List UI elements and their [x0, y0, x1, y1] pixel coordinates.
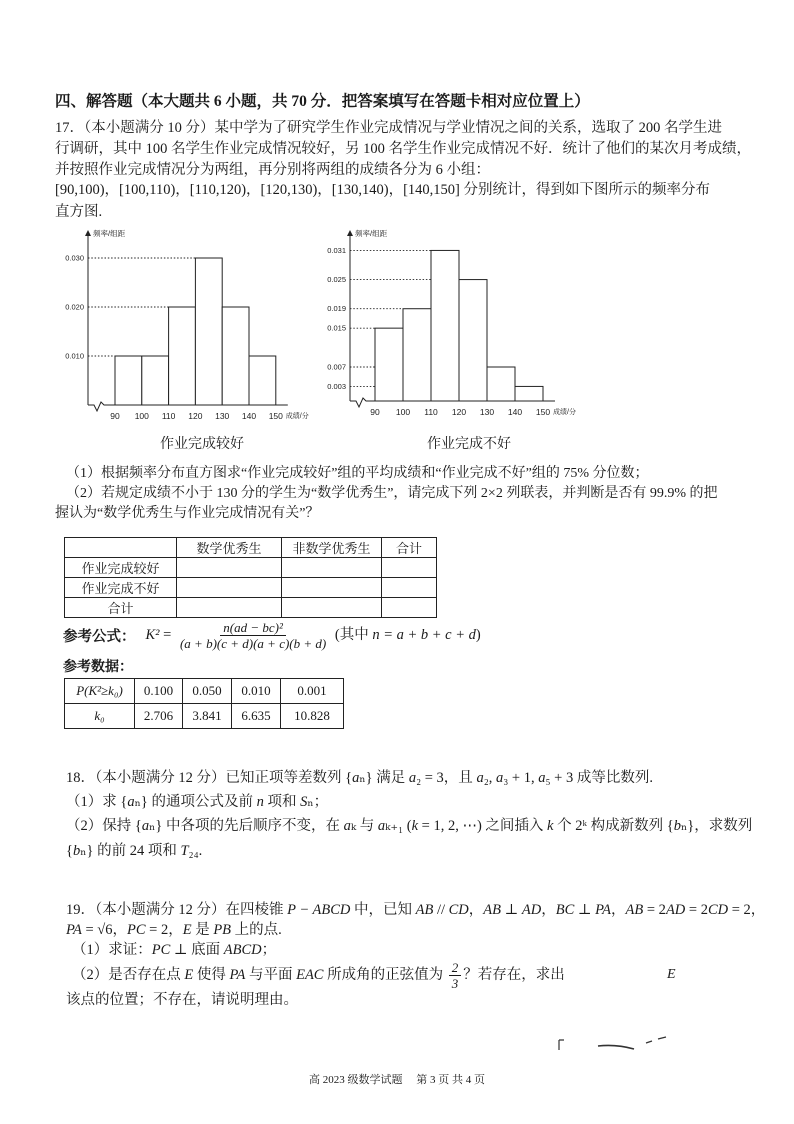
- table-header-cell: 非数学优秀生: [282, 538, 382, 558]
- table-row-label: P(K²≥k₀): [65, 679, 135, 704]
- table-cell: 6.635: [232, 704, 281, 729]
- text-run: = 2，: [145, 922, 183, 938]
- math-symbol: a: [408, 770, 417, 786]
- q17-intro-line: 直方图.: [55, 204, 103, 220]
- chart-caption-good: 作业完成较好: [160, 437, 244, 452]
- text-run: （2）保持 {: [66, 818, 142, 834]
- math-symbol: PC: [151, 942, 171, 958]
- q19-line: [66, 920, 282, 940]
- text-run: （2）是否存在点: [72, 967, 185, 983]
- table-cell-empty: [177, 558, 282, 578]
- math-symbol: E: [184, 967, 194, 983]
- x-tick-label: 130: [215, 411, 230, 421]
- text-run: 所成角的正弦值为: [323, 967, 447, 983]
- table-row-label: 作业完成较好: [65, 558, 177, 578]
- math-symbol: b: [72, 843, 81, 859]
- x-tick-label: 100: [395, 407, 411, 417]
- text-run: ⊥: [501, 902, 522, 918]
- text-run: ): [475, 626, 481, 643]
- q19-line: [72, 958, 565, 992]
- table-header-row: [65, 538, 437, 558]
- fraction: [177, 620, 329, 651]
- math-symbol: BC: [555, 902, 575, 918]
- histogram-bar: [431, 250, 459, 401]
- histogram-bar: [403, 309, 431, 401]
- math-symbol: AB: [483, 902, 502, 918]
- q17-intro-line: [90,100)，[100,110)，[110,120)，[120,130)，[130,140)，[140,150] 分别统计，得到如下图所示的频率分布: [55, 182, 710, 198]
- q19-line: [66, 900, 765, 920]
- histogram-bar: [169, 307, 196, 405]
- q17-intro-line: 并按照作业完成情况分为两组，再分别将两组的成绩各分为 6 小组：: [55, 162, 490, 178]
- table-cell-empty: [177, 578, 282, 598]
- table-cell-empty: [382, 558, 437, 578]
- text-run: ？若存在，求出: [463, 967, 565, 983]
- table-cell-empty: [282, 578, 382, 598]
- math-symbol: AD: [665, 902, 686, 918]
- histogram-bar: [515, 386, 543, 401]
- table-cell-empty: [282, 558, 382, 578]
- y-tick-label: 0.030: [65, 253, 84, 263]
- table-row: [65, 558, 437, 578]
- x-axis-label: 成绩/分: [285, 413, 309, 420]
- text-run: = 1, 2, ⋯) 之间插入: [418, 818, 548, 834]
- formula-expression: [146, 620, 481, 651]
- y-tick-label: 0.015: [327, 323, 346, 333]
- figure-stroke: [559, 1040, 564, 1050]
- q18-line: [66, 816, 752, 836]
- math-symbol: K²: [145, 626, 160, 643]
- text-run: ₙ；: [307, 794, 329, 810]
- text-run: ₙ}，求数列: [681, 818, 753, 834]
- q17-intro-line: 行调研，其中 100 名学生作业完成情况较好，另 100 名学生作业完成情况不好．统计了他们的某次月考成绩，: [55, 141, 751, 157]
- text-run: ₂₄.: [188, 843, 203, 859]
- table-row: [65, 704, 344, 729]
- y-tick-label: 0.020: [65, 302, 84, 312]
- histogram-bar: [375, 328, 403, 401]
- chart-caption-poor: 作业完成不好: [427, 437, 511, 452]
- table-header-cell: 数学优秀生: [177, 538, 282, 558]
- text-run: 项和: [263, 794, 301, 810]
- x-tick-label: 100: [134, 411, 149, 421]
- reference-formula: [63, 620, 481, 651]
- q18-line: [66, 841, 202, 861]
- math-symbol: PB: [213, 922, 232, 938]
- text-run: ₃ + 1,: [503, 770, 539, 786]
- text-run: {: [66, 843, 73, 859]
- text-run: (其中: [331, 626, 373, 643]
- q17-sub2-line: （2）若规定成绩不小于 130 分的学生为“数学优秀生”，请完成下列 2×2 列联表，并判断是否有 99.9% 的把: [66, 486, 718, 501]
- text-run: //: [433, 902, 449, 918]
- x-tick-label: 150: [535, 407, 551, 417]
- text-run: ₖ₊₁ (: [385, 818, 412, 834]
- q17-intro-line: 17．（本小题满分 10 分）某中学为了研究学生作业完成情况与学业情况之间的关系，选取了 200 名学生进: [55, 120, 722, 136]
- q18-line: [66, 792, 328, 812]
- text-run: ₙ} 中各项的先后顺序不变，在: [149, 818, 344, 834]
- text-run: =: [159, 626, 175, 643]
- y-tick-label: 0.031: [327, 245, 346, 255]
- x-tick-label: 110: [161, 411, 176, 421]
- math-symbol: PC: [127, 922, 146, 938]
- text-run: （1）求 {: [66, 794, 128, 810]
- fraction-numerator: n(ad − bc)²: [220, 620, 286, 636]
- math-symbol: T: [180, 843, 189, 859]
- text-run: ₅ + 3 成等比数列.: [545, 770, 653, 786]
- table-row-label: 合计: [65, 598, 177, 618]
- text-run: ₙ} 的前 24 项和: [80, 843, 181, 859]
- text-run: 上的点.: [231, 922, 282, 938]
- y-tick-label: 0.007: [327, 362, 346, 372]
- text-run: （1）求证：: [72, 942, 152, 958]
- x-tick-label: 90: [370, 407, 380, 417]
- x-tick-label: 130: [479, 407, 495, 417]
- figure-stroke: [646, 1037, 666, 1043]
- x-tick-label: 110: [424, 407, 438, 417]
- q17-sub2-line: 握认为“数学优秀生与作业完成情况有关”？: [55, 506, 320, 521]
- table-cell: 2.706: [135, 704, 183, 729]
- table-cell: 0.010: [232, 679, 281, 704]
- fraction-numerator: 2: [449, 960, 462, 976]
- x-tick-label: 120: [188, 411, 203, 421]
- math-symbol: ABCD: [223, 942, 262, 958]
- y-axis-arrow: [85, 230, 91, 236]
- math-symbol: PA: [66, 922, 82, 938]
- histogram-bar: [222, 307, 249, 405]
- math-symbol: PA: [595, 902, 612, 918]
- reference-data-table: [64, 678, 344, 729]
- histogram-bar: [459, 280, 487, 401]
- x-tick-label: 90: [110, 411, 120, 421]
- y-tick-label: 0.019: [327, 304, 346, 314]
- math-symbol: k: [411, 818, 419, 834]
- x-tick-label: 140: [241, 411, 257, 421]
- math-symbol: a: [496, 770, 504, 786]
- x-tick-label: 150: [268, 411, 283, 421]
- q17-sub1: （1）根据频率分布直方图求“作业完成较好”组的平均成绩和“作业完成不好”组的 75% 分位数；: [66, 466, 649, 481]
- table-row-label: k₀: [65, 704, 135, 729]
- text-run: = 2: [643, 902, 666, 918]
- math-symbol: a: [377, 818, 386, 834]
- math-symbol: PA: [229, 967, 246, 983]
- table-row-label: 作业完成不好: [65, 578, 177, 598]
- histogram-bar: [115, 356, 142, 405]
- text-run: ₂,: [483, 770, 496, 786]
- table-cell: 0.050: [183, 679, 232, 704]
- math-symbol: a: [127, 794, 135, 810]
- y-tick-label: 0.025: [327, 275, 346, 285]
- math-symbol: S: [300, 794, 308, 810]
- text-run: ₙ} 的通项公式及前: [134, 794, 257, 810]
- math-symbol: a: [538, 770, 546, 786]
- math-symbol: AD: [521, 902, 542, 918]
- page-footer: 高 2023 级数学试题 第 3 页 共 4 页: [309, 1074, 485, 1086]
- x-tick-label: 120: [451, 407, 467, 417]
- table-cell-empty: [282, 598, 382, 618]
- text-run: = 2: [685, 902, 708, 918]
- fraction-denominator: 3: [451, 976, 459, 992]
- formula-label: 参考公式：: [63, 629, 136, 645]
- math-symbol: AB: [415, 902, 434, 918]
- q18-line: [66, 768, 653, 788]
- figure-stroke: [598, 1045, 634, 1049]
- reference-data-label: 参考数据：: [63, 660, 133, 675]
- text-run: 个 2ᵏ 构成新数列 {: [553, 818, 674, 834]
- math-symbol: b: [673, 818, 682, 834]
- text-run: ；: [261, 942, 277, 958]
- table-cell-empty: [177, 598, 282, 618]
- text-run: ⊥ 底面: [170, 942, 224, 958]
- y-tick-label: 0.010: [65, 351, 84, 361]
- math-symbol: n = a + b + c + d: [372, 626, 476, 643]
- table-row: [65, 598, 437, 618]
- text-run: ₖ 与: [350, 818, 378, 834]
- table-header-cell: 合计: [382, 538, 437, 558]
- text-run: 是: [191, 922, 214, 938]
- text-run: 中，已知: [350, 902, 416, 918]
- text-run: 使得: [193, 967, 230, 983]
- text-run: 与平面: [245, 967, 297, 983]
- math-symbol: EAC: [296, 967, 324, 983]
- histogram-bar: [195, 258, 222, 405]
- figure-fragment: [550, 1030, 680, 1060]
- math-symbol: AB: [625, 902, 644, 918]
- y-tick-label: 0.003: [327, 381, 346, 391]
- y-axis-label: 频率/组距: [93, 229, 126, 238]
- math-symbol: a: [352, 770, 360, 786]
- math-symbol: a: [476, 770, 484, 786]
- histogram-bar: [249, 356, 276, 405]
- fraction-denominator: (a + b)(c + d)(a + c)(b + d): [179, 636, 327, 651]
- text-run: ，: [541, 902, 556, 918]
- math-symbol: E: [182, 922, 192, 938]
- table-row: [65, 578, 437, 598]
- table-cell-empty: [382, 598, 437, 618]
- section-header: 四、解答题（本大题共 6 小题，共 70 分．把答案填写在答题卡相对应位置上）: [55, 93, 590, 110]
- text-run: ₂ = 3，且: [416, 770, 477, 786]
- math-symbol: CD: [707, 902, 729, 918]
- table-cell: 10.828: [281, 704, 344, 729]
- math-symbol: CD: [448, 902, 469, 918]
- text-run: = 2，: [728, 902, 766, 918]
- histogram-bar: [487, 367, 515, 401]
- contingency-table: [64, 537, 437, 618]
- text-run: ，: [468, 902, 484, 918]
- text-run: 18．（本小题满分 12 分）已知正项等差数列 {: [66, 770, 353, 786]
- text-run: ₙ} 满足: [359, 770, 409, 786]
- y-axis-label: 频率/组距: [355, 229, 388, 238]
- histogram-chart-poor: [320, 225, 610, 425]
- table-cell: 0.100: [135, 679, 183, 704]
- text-run: ，: [611, 902, 626, 918]
- table-corner-cell: [65, 538, 177, 558]
- text-run: = √6，: [81, 922, 127, 938]
- table-cell-empty: [382, 578, 437, 598]
- table-row: [65, 679, 344, 704]
- math-symbol: a: [141, 818, 150, 834]
- text-run: ⊥: [574, 902, 596, 918]
- math-symbol: a: [343, 818, 351, 834]
- fraction: [449, 960, 462, 991]
- math-symbol: k: [547, 818, 554, 834]
- figure-point-label: E: [667, 967, 676, 982]
- table-cell: 3.841: [183, 704, 232, 729]
- text-run: 该点的位置；不存在，请说明理由。: [66, 992, 298, 1008]
- q19-line: [66, 990, 298, 1010]
- text-run: 19．（本小题满分 12 分）在四棱锥: [66, 902, 288, 918]
- histogram-bar: [142, 356, 169, 405]
- table-cell: 0.001: [281, 679, 344, 704]
- q19-line: [72, 940, 276, 960]
- y-axis-arrow: [347, 230, 353, 236]
- math-symbol: P − ABCD: [287, 902, 351, 918]
- math-symbol: n: [256, 794, 264, 810]
- histogram-chart-good: [45, 225, 335, 425]
- x-tick-label: 140: [507, 407, 523, 417]
- x-axis-label: 成绩/分: [553, 409, 576, 416]
